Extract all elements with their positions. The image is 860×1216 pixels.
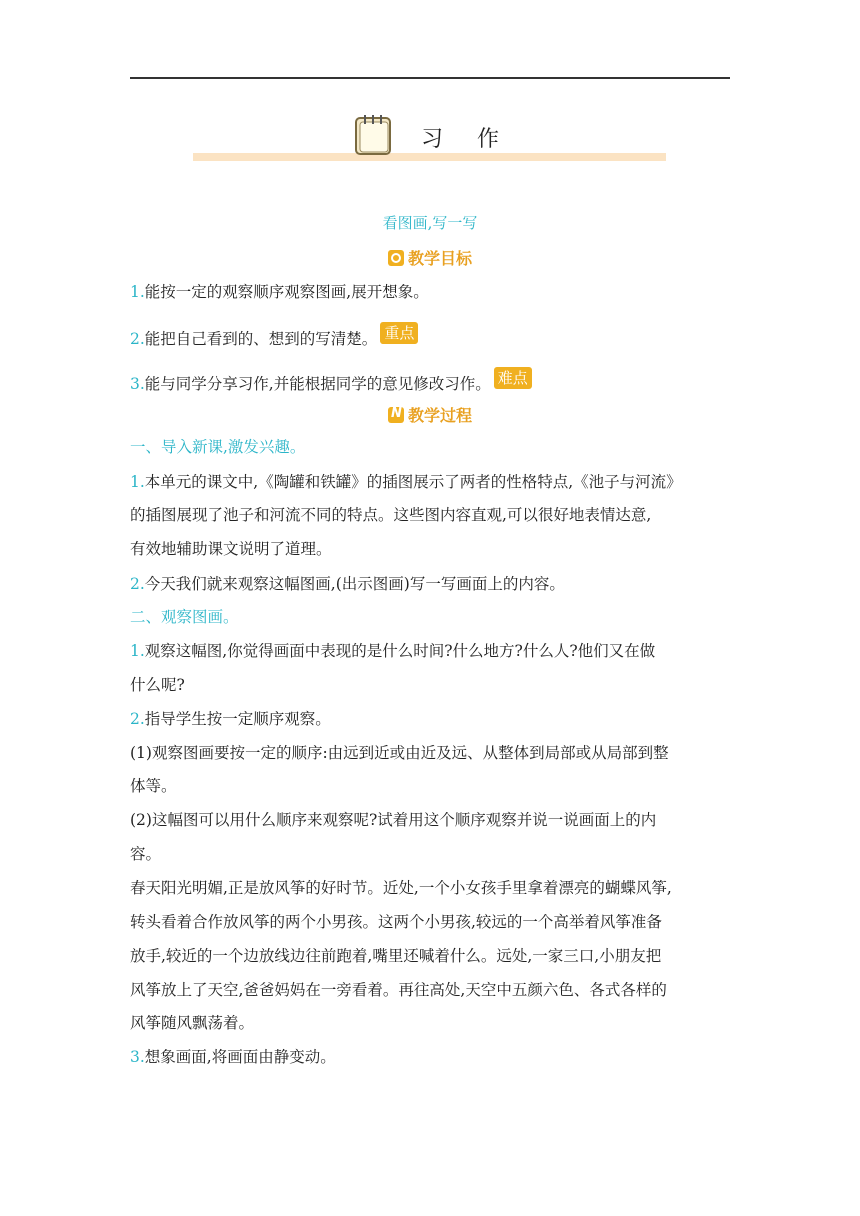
goal-item-2 — [130, 322, 730, 349]
para-num: 3. — [130, 1048, 145, 1066]
para-text: 本单元的课文中,《陶罐和铁罐》的插图展示了两者的性格特点,《池子与河流》 — [144, 473, 682, 491]
para-num: 2. — [130, 710, 145, 728]
section-header — [193, 112, 666, 164]
part2-p1-line1 — [130, 641, 730, 661]
goals-heading-label: 教学目标 — [407, 249, 472, 268]
desc-line-1: 春天阳光明媚,正是放风筝的好时节。近处,一个小女孩手里拿着漂亮的蝴蝶风筝, — [130, 879, 672, 897]
part1-p2 — [130, 574, 730, 594]
goal-item-3 — [130, 367, 730, 394]
para-text: 指导学生按一定顺序观察。 — [144, 710, 331, 728]
part1-title: 一、导入新课,激发兴趣。 — [130, 438, 306, 456]
para-num: 1. — [130, 473, 145, 491]
top-rule — [130, 77, 730, 79]
process-heading — [0, 403, 860, 426]
goals-heading — [0, 246, 860, 269]
notebook-icon — [351, 112, 397, 158]
part2-s1-line1: (1)观察图画要按一定的顺序:由远到近或由近及远、从整体到局部或从局部到整 — [130, 744, 669, 762]
part1-p1-line3: 有效地辅助课文说明了道理。 — [130, 540, 332, 558]
goal-item-1 — [130, 282, 730, 302]
para-text: 想象画面,将画面由静变动。 — [144, 1048, 336, 1066]
goal-num: 2. — [130, 330, 145, 348]
lesson-subtitle: 看图画,写一写 — [382, 214, 478, 232]
goal-text: 能按一定的观察顺序观察图画,展开想象。 — [144, 283, 429, 301]
part2-s2-line2: 容。 — [130, 845, 162, 863]
part2-p1-line2: 什么呢? — [130, 676, 185, 694]
part2-p2 — [130, 709, 730, 729]
difficulty-badge: 难点 — [494, 367, 532, 389]
para-num: 2. — [130, 575, 145, 593]
header-title: 习作 — [421, 127, 534, 152]
part2-s2-line1: (2)这幅图可以用什么顺序来观察呢?试着用这个顺序观察并说一说画面上的内 — [130, 811, 657, 829]
key-point-badge: 重点 — [380, 322, 418, 344]
header-bar — [193, 153, 666, 161]
para-text: 今天我们就来观察这幅图画,(出示图画)写一写画面上的内容。 — [144, 575, 565, 593]
target-icon — [388, 250, 404, 266]
part2-s1-line2: 体等。 — [130, 777, 177, 795]
part2-p3 — [130, 1047, 730, 1067]
goal-text: 能把自己看到的、想到的写清楚。 — [144, 330, 378, 348]
part2-title: 二、观察图画。 — [130, 608, 239, 626]
part1-p1-line1 — [130, 472, 730, 492]
goal-num: 3. — [130, 375, 145, 393]
process-heading-label: 教学过程 — [407, 406, 472, 425]
goal-num: 1. — [130, 283, 145, 301]
para-num: 1. — [130, 642, 145, 660]
desc-line-4: 风筝放上了天空,爸爸妈妈在一旁看着。再往高处,天空中五颜六色、各式各样的 — [130, 981, 667, 999]
goal-text: 能与同学分享习作,并能根据同学的意见修改习作。 — [144, 375, 491, 393]
para-text: 观察这幅图,你觉得画面中表现的是什么时间?什么地方?什么人?他们又在做 — [144, 642, 656, 660]
desc-line-5: 风筝随风飘荡着。 — [130, 1014, 255, 1032]
part1-p1-line2: 的插图展现了池子和河流不同的特点。这些图内容直观,可以很好地表情达意, — [130, 506, 652, 524]
process-icon — [388, 407, 404, 423]
desc-line-2: 转头看着合作放风筝的两个小男孩。这两个小男孩,较远的一个高举着风筝准备 — [130, 913, 662, 931]
desc-line-3: 放手,较近的一个边放线边往前跑着,嘴里还喊着什么。远处,一家三口,小朋友把 — [130, 947, 662, 965]
